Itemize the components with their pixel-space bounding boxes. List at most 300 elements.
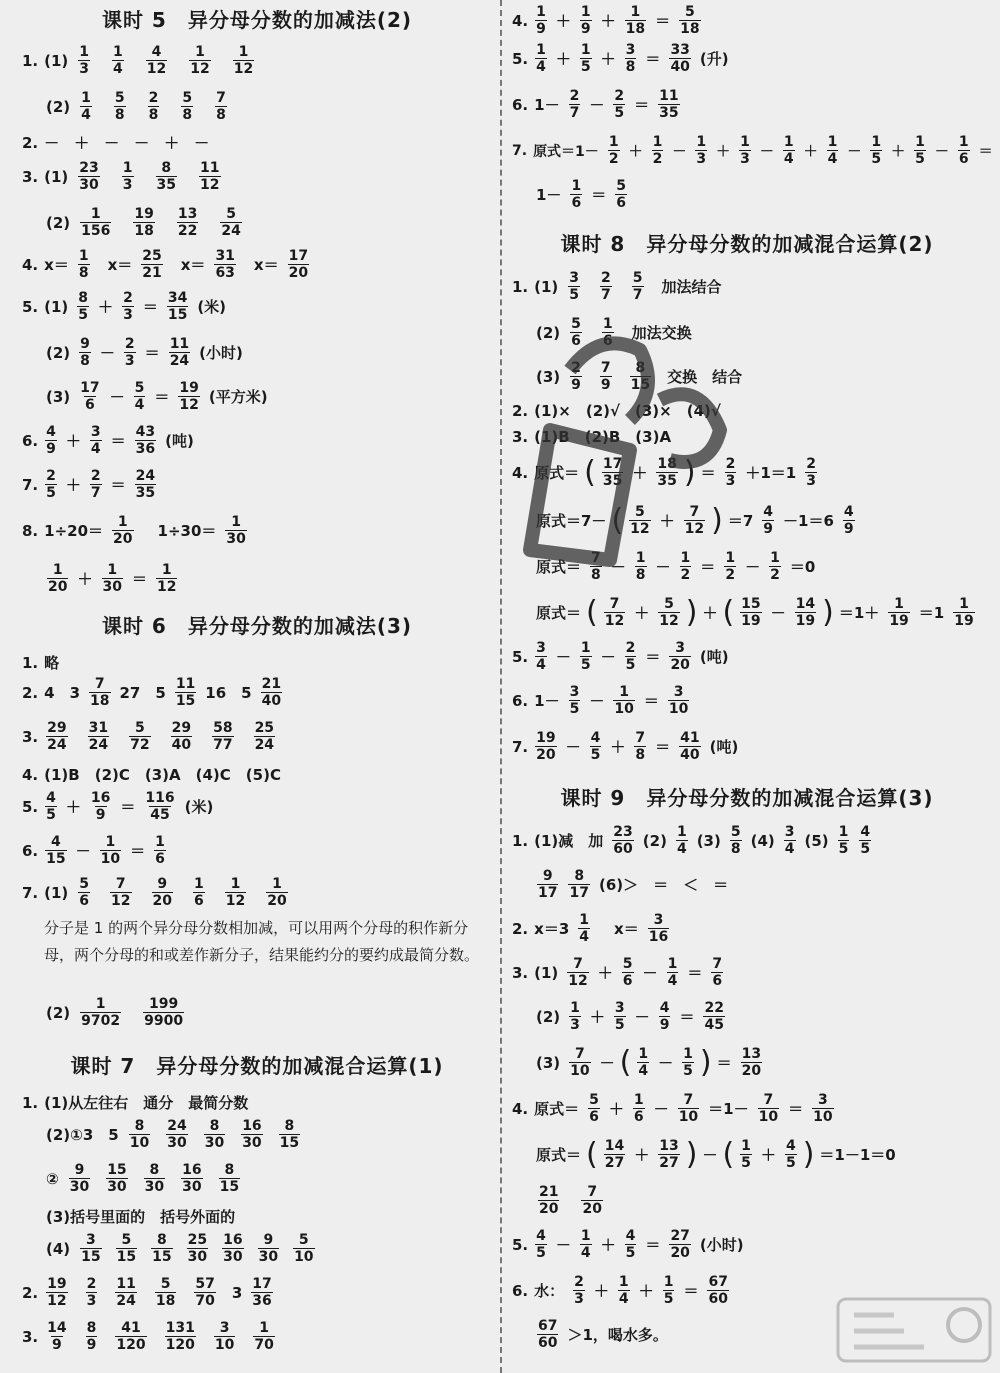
denominator: 10: [678, 1109, 699, 1125]
text: (2): [642, 831, 667, 850]
denominator: 30: [182, 1179, 202, 1195]
question-number: 8.: [22, 521, 39, 540]
numerator: 1: [272, 876, 282, 892]
numerator: 1: [894, 596, 904, 612]
denominator: 30: [102, 579, 122, 595]
fraction: [652, 134, 664, 167]
numerator: 1: [602, 316, 613, 332]
answer-line: [42, 206, 258, 239]
bracket: (: [584, 454, 596, 490]
denominator: 60: [708, 1291, 728, 1307]
fraction: [680, 550, 692, 583]
fraction: [133, 206, 154, 239]
numerator: 24: [167, 1118, 187, 1134]
numerator: 8: [134, 1118, 145, 1134]
denominator: 9: [600, 377, 611, 393]
denominator: 36: [252, 1293, 272, 1309]
bracket: (: [722, 1136, 735, 1172]
text: ＝: [131, 570, 147, 588]
denominator: 18: [155, 1293, 176, 1309]
numerator: 1: [740, 134, 750, 150]
numerator: 1: [52, 562, 63, 578]
question-number: 3.: [22, 1327, 39, 1346]
text: (1)B (2)B (3)A: [534, 428, 672, 446]
question-number: 2.: [22, 133, 39, 152]
fraction: [102, 562, 123, 595]
denominator: 6: [633, 1109, 644, 1125]
denominator: 9: [95, 807, 106, 823]
numerator: 4: [763, 504, 774, 520]
denominator: 6: [571, 195, 582, 211]
fraction: [535, 730, 556, 763]
text: －: [75, 842, 91, 860]
numerator: 1: [783, 134, 794, 150]
question-number: 1.: [22, 653, 39, 672]
answer-line: [532, 596, 980, 629]
fraction: [600, 270, 612, 303]
denominator: 5: [46, 807, 56, 823]
text: ＝: [645, 50, 661, 68]
fraction: [622, 956, 634, 989]
text: (2): [536, 323, 561, 342]
fraction: [535, 1228, 547, 1261]
numerator: 11: [175, 676, 196, 692]
denominator: 10: [129, 1135, 150, 1151]
fraction: [570, 178, 582, 211]
denominator: 17: [569, 885, 589, 901]
fraction: [953, 596, 974, 629]
text: ＝: [110, 476, 126, 494]
numerator: 4: [46, 424, 56, 440]
fraction: [134, 380, 146, 413]
numerator: 1: [107, 562, 118, 578]
denominator: 2: [770, 567, 780, 583]
text: －: [745, 558, 761, 576]
question-number: 4.: [22, 765, 39, 784]
fraction: [615, 178, 627, 211]
fraction: [679, 730, 700, 763]
numerator: 9: [157, 876, 168, 892]
question-number: 6.: [22, 841, 39, 860]
text: 4 3: [44, 684, 81, 702]
numerator: 4: [536, 1228, 546, 1244]
text: －: [847, 143, 862, 160]
denominator: 4: [667, 973, 678, 989]
fraction: [115, 1320, 146, 1353]
question-number: 4.: [512, 11, 529, 30]
fraction: [537, 868, 558, 901]
fraction: [581, 1184, 602, 1217]
numerator: 14: [604, 1138, 625, 1154]
numerator: 7: [763, 1092, 774, 1108]
numerator: 5: [114, 90, 125, 106]
answer-line: [42, 1206, 239, 1227]
fraction: [707, 1274, 728, 1307]
fraction: [762, 504, 774, 537]
text: (2)①3 5: [46, 1126, 119, 1144]
numerator: 1: [741, 1138, 751, 1154]
numerator: 7: [635, 730, 646, 746]
numerator: 1: [231, 514, 242, 530]
denominator: 6: [958, 151, 969, 167]
numerator: 41: [680, 730, 700, 746]
text: (1): [44, 883, 69, 902]
question-number: 3.: [22, 727, 39, 746]
text: ＋: [760, 1146, 776, 1164]
text: (1): [534, 963, 559, 982]
text: ＋: [600, 1236, 616, 1254]
denominator: 5: [871, 151, 882, 167]
question-number: 5.: [22, 797, 39, 816]
answer-line: [22, 764, 285, 785]
fraction: [220, 206, 241, 239]
numerator: 7: [591, 550, 601, 566]
text: ＝: [142, 298, 158, 316]
denominator: 15: [630, 377, 651, 393]
denominator: 27: [659, 1155, 679, 1171]
numerator: 8: [224, 1162, 235, 1178]
text: x＝: [107, 256, 133, 274]
column-divider: [500, 0, 502, 1373]
text: ＝: [634, 96, 650, 114]
denominator: 4: [536, 657, 546, 673]
numerator: 1: [619, 684, 629, 700]
question-number: 1.: [512, 831, 529, 850]
lesson-6-title: 课时 6 异分母分数的加减法(3): [101, 614, 413, 638]
question-number: 7.: [22, 475, 39, 494]
denominator: 24: [169, 353, 190, 369]
numerator: 9: [74, 1162, 85, 1178]
fraction: [669, 42, 690, 75]
question-number: 7.: [512, 737, 529, 756]
fraction: [88, 720, 109, 753]
text: x＝: [253, 256, 279, 274]
numerator: 33: [670, 42, 690, 58]
fraction: [725, 456, 737, 489]
text: ＋: [634, 604, 650, 622]
denominator: 4: [676, 841, 687, 857]
fraction: [214, 1320, 235, 1353]
numerator: 1: [608, 134, 619, 150]
denominator: 70: [254, 1337, 274, 1353]
denominator: 9: [580, 21, 591, 37]
fraction: [888, 596, 909, 629]
numerator: 5: [226, 206, 236, 222]
denominator: 18: [90, 693, 110, 709]
denominator: 3: [696, 151, 707, 167]
text: (4): [46, 1239, 71, 1258]
fraction: [144, 790, 175, 823]
question-number: 6.: [512, 1281, 529, 1300]
text: ＝: [788, 1100, 804, 1118]
unit: (吨): [699, 648, 729, 666]
numerator: 7: [587, 1184, 598, 1200]
fraction: [600, 360, 612, 393]
fraction: [171, 720, 192, 753]
text: 交换 结合: [667, 368, 743, 386]
text: 原式＝: [534, 464, 580, 482]
fraction: [568, 868, 589, 901]
numerator: 5: [134, 380, 145, 396]
fraction: [165, 1320, 196, 1353]
numerator: 3: [675, 640, 686, 656]
numerator: 8: [574, 868, 585, 884]
answer-line: [532, 360, 746, 393]
text: －: [655, 558, 671, 576]
text: ＋: [600, 12, 616, 30]
numerator: 15: [107, 1162, 127, 1178]
numerator: 1: [680, 550, 691, 566]
fraction: [573, 1274, 585, 1307]
denominator: 8: [182, 107, 193, 123]
numerator: 5: [160, 1276, 171, 1292]
fraction: [625, 4, 646, 37]
numerator: 1: [238, 44, 249, 60]
numerator: 1: [90, 206, 101, 222]
numerator: 29: [47, 720, 67, 736]
fraction: [859, 824, 871, 857]
fraction: [156, 160, 177, 193]
denominator: 4: [536, 59, 546, 75]
denominator: 24: [88, 737, 109, 753]
unit: (平方米): [208, 388, 268, 406]
text: x＝: [44, 256, 69, 274]
denominator: 17: [538, 885, 558, 901]
numerator: 17: [288, 248, 309, 264]
text: ＋: [593, 1282, 609, 1300]
question-number: 5.: [512, 1235, 529, 1254]
fraction: [46, 720, 67, 753]
fraction: [676, 824, 688, 857]
fraction: [580, 640, 592, 673]
numerator: 2: [571, 360, 581, 376]
fraction: [535, 42, 547, 75]
answer-line: [512, 400, 725, 421]
numerator: 1: [630, 4, 641, 20]
numerator: 2: [625, 640, 636, 656]
denominator: 7: [632, 287, 643, 303]
fraction: [569, 684, 581, 717]
unit: (小时): [699, 1236, 744, 1254]
bracket: (: [722, 594, 735, 630]
denominator: 10: [294, 1249, 314, 1265]
fraction: [78, 248, 90, 281]
text: (6)＞ ＝ ＜ ＝: [598, 876, 729, 894]
text: －: [600, 648, 616, 666]
fraction: [177, 206, 198, 239]
denominator: 8: [78, 265, 89, 281]
numerator: 2: [46, 468, 56, 484]
numerator: 3: [219, 1320, 230, 1336]
denominator: 5: [569, 701, 580, 717]
fraction: [141, 248, 162, 281]
fraction: [261, 676, 282, 709]
text: ＝: [655, 738, 671, 756]
denominator: 9: [659, 1017, 670, 1033]
text: (3): [696, 831, 721, 850]
denominator: 4: [638, 1063, 649, 1079]
denominator: 35: [156, 177, 177, 193]
denominator: 8: [730, 841, 741, 857]
text: －: [109, 388, 125, 406]
denominator: 3: [725, 473, 736, 489]
text: －: [555, 648, 571, 666]
text: －: [770, 604, 786, 622]
numerator: 9: [80, 336, 90, 352]
numerator: 5: [635, 504, 645, 520]
denominator: 3: [86, 1293, 97, 1309]
numerator: 11: [659, 88, 679, 104]
fraction: [569, 1000, 581, 1033]
answer-line: [42, 562, 182, 595]
text: ＝: [700, 558, 716, 576]
fraction: [175, 676, 196, 709]
text: (1): [534, 277, 559, 296]
denominator: 5: [663, 1291, 674, 1307]
site-logo: [834, 1295, 994, 1365]
fraction: [870, 134, 882, 167]
text: 原式＝: [536, 558, 582, 576]
denominator: 7: [569, 105, 580, 121]
fraction: [115, 1276, 136, 1309]
denominator: 30: [204, 1135, 225, 1151]
fraction: [89, 676, 110, 709]
text: (1)B (2)C (3)A (4)C (5)C: [44, 766, 281, 784]
fraction: [612, 824, 633, 857]
bracket: (: [586, 594, 598, 630]
answer-line: [532, 1000, 730, 1033]
text: (5): [804, 831, 829, 850]
denominator: 6: [602, 333, 613, 349]
fraction: [225, 514, 246, 547]
fraction: [843, 504, 855, 537]
fraction: [838, 824, 850, 857]
denominator: 3: [806, 473, 816, 489]
numerator: 3: [536, 640, 546, 656]
numerator: 16: [242, 1118, 262, 1134]
fraction: [233, 44, 254, 77]
text: 3: [231, 1283, 243, 1302]
denominator: 35: [659, 105, 679, 121]
text: ＝7: [727, 512, 754, 530]
denominator: 6: [79, 893, 90, 909]
bracket: ): [683, 454, 696, 490]
numerator: 11: [116, 1276, 136, 1292]
numerator: 3: [625, 42, 636, 58]
text: ＝: [144, 344, 160, 362]
text: (2): [46, 97, 71, 116]
numerator: 4: [46, 790, 56, 806]
fraction: [222, 1232, 243, 1265]
fraction: [193, 876, 205, 909]
numerator: 5: [589, 1092, 599, 1108]
fraction: [914, 134, 926, 167]
fraction: [288, 248, 309, 281]
text: ＋: [716, 143, 731, 160]
denominator: 4: [81, 107, 91, 123]
numerator: 16: [223, 1232, 243, 1248]
fraction: [152, 876, 173, 909]
fraction: [679, 4, 700, 37]
numerator: 3: [653, 912, 664, 928]
lesson-5-title: 课时 5 异分母分数的加减法(2): [101, 8, 413, 32]
numerator: 1: [79, 44, 90, 60]
denominator: 6: [85, 397, 95, 413]
text: －: [555, 1236, 571, 1254]
denominator: 15: [279, 1135, 300, 1151]
numerator: 2: [574, 1274, 584, 1290]
denominator: 15: [116, 1249, 137, 1265]
numerator: 1: [838, 824, 849, 840]
denominator: 45: [704, 1017, 724, 1033]
lesson-9-title: 课时 9 异分母分数的加减混合运算(3): [560, 786, 934, 810]
text: 16 5: [205, 684, 252, 702]
numerator: 2: [86, 1276, 97, 1292]
numerator: 1: [95, 996, 106, 1012]
text: ＋: [555, 50, 571, 68]
fraction: [187, 1232, 208, 1265]
fraction: [46, 1276, 67, 1309]
question-number: 1.: [22, 1093, 39, 1112]
fraction: [135, 468, 156, 501]
numerator: 31: [215, 248, 235, 264]
numerator: 2: [148, 90, 159, 106]
question-number: 7.: [512, 142, 528, 159]
numerator: 5: [79, 876, 90, 892]
question-number: 5.: [512, 49, 529, 68]
fraction: [90, 468, 102, 501]
numerator: 29: [171, 720, 192, 736]
text: ＝: [645, 1236, 661, 1254]
answer-line: [22, 834, 171, 867]
numerator: 1: [638, 1046, 649, 1062]
fraction: [827, 134, 839, 167]
numerator: 1: [635, 550, 646, 566]
text: (1): [44, 167, 69, 186]
denominator: 36: [135, 441, 156, 457]
denominator: 12: [630, 521, 650, 537]
fraction: [199, 160, 220, 193]
numerator: 31: [88, 720, 109, 736]
answer-line: [532, 1184, 619, 1217]
fraction: [45, 424, 57, 457]
fraction: [668, 684, 689, 717]
text: (3): [536, 1053, 561, 1072]
fraction: [602, 316, 614, 349]
answer-line: [512, 1228, 748, 1261]
answer-line: [532, 1318, 672, 1351]
text: (3): [536, 367, 561, 386]
fraction: [678, 1092, 699, 1125]
fraction: [154, 834, 166, 867]
text: ＝: [591, 186, 607, 204]
answer-line: [512, 426, 675, 447]
denominator: 40: [680, 747, 700, 763]
question-number: 7.: [22, 883, 39, 902]
denominator: 30: [167, 1135, 187, 1151]
denominator: 18: [625, 21, 646, 37]
fraction: [658, 596, 679, 629]
numerator: 19: [47, 1276, 67, 1292]
unit: (米): [197, 298, 227, 316]
text: ＋: [628, 143, 643, 160]
answer-line: [22, 790, 217, 823]
denominator: 20: [670, 1245, 690, 1261]
numerator: 17: [80, 380, 100, 396]
fraction: [658, 1138, 679, 1171]
fraction: [613, 88, 625, 121]
fraction: [537, 1318, 558, 1351]
